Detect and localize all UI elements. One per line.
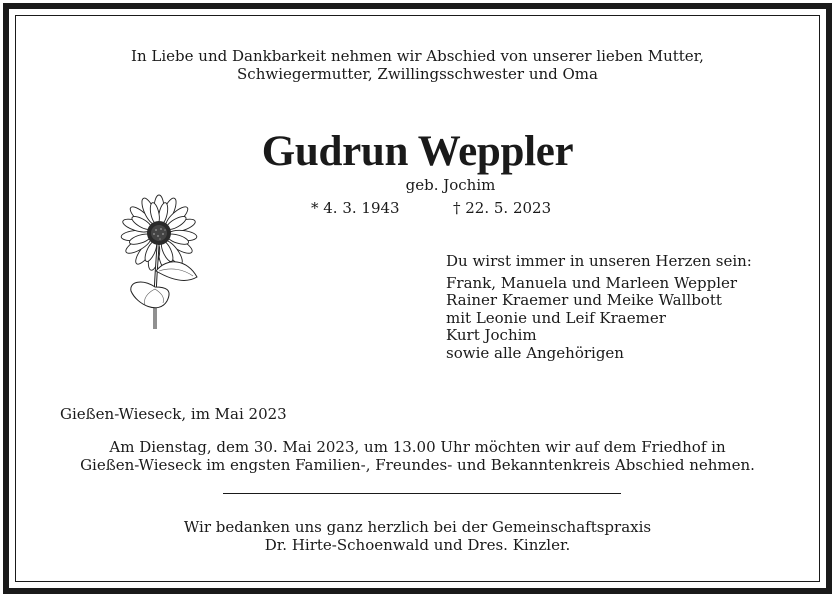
- mourner-name: mit Leonie und Leif Kraemer: [446, 308, 666, 327]
- intro-line-1: In Liebe und Dankbarkeit nehmen wir Abschied von unserer lieben Mutter,: [131, 47, 704, 65]
- birth-date: * 4. 3. 1943: [311, 199, 400, 217]
- obituary-frame: [3, 3, 832, 594]
- ceremony-line-1: Am Dienstag, dem 30. Mai 2023, um 13.00 Uhr möchten wir auf dem Friedhof in: [109, 438, 726, 456]
- thanks-line-1: Wir bedanken uns ganz herzlich bei der Gemeinschaftspraxis: [183, 518, 652, 536]
- divider-line: [223, 493, 621, 494]
- mourners-lead: Du wirst immer in unseren Herzen sein:: [446, 252, 752, 270]
- place-date: Gießen-Wieseck, im Mai 2023: [60, 405, 287, 423]
- intro-text: [9, 47, 826, 83]
- deceased-name: Gudrun Weppler: [261, 128, 574, 175]
- thanks-line-2: Dr. Hirte-Schoenwald und Dres. Kinzler.: [264, 536, 571, 554]
- mourner-name: Frank, Manuela und Marleen Weppler: [446, 273, 738, 292]
- mourner-name: sowie alle Angehörigen: [446, 343, 624, 362]
- ceremony-line-2: Gießen-Wieseck im engsten Familien-, Freundes- und Bekanntenkreis Abschied nehmen.: [80, 456, 755, 474]
- ceremony-notice: [9, 438, 826, 474]
- mourners-block: [446, 253, 752, 362]
- birth-name: geb. Jochim: [405, 176, 496, 194]
- intro-line-2: Schwiegermutter, Zwillingsschwester und Oma: [237, 65, 598, 83]
- sunflower-icon: [115, 193, 203, 335]
- mourner-name: Rainer Kraemer und Meike Wallbott: [446, 291, 722, 309]
- thanks-note: [9, 518, 826, 554]
- mourner-name: Kurt Jochim: [446, 326, 537, 344]
- death-date: † 22. 5. 2023: [453, 199, 552, 217]
